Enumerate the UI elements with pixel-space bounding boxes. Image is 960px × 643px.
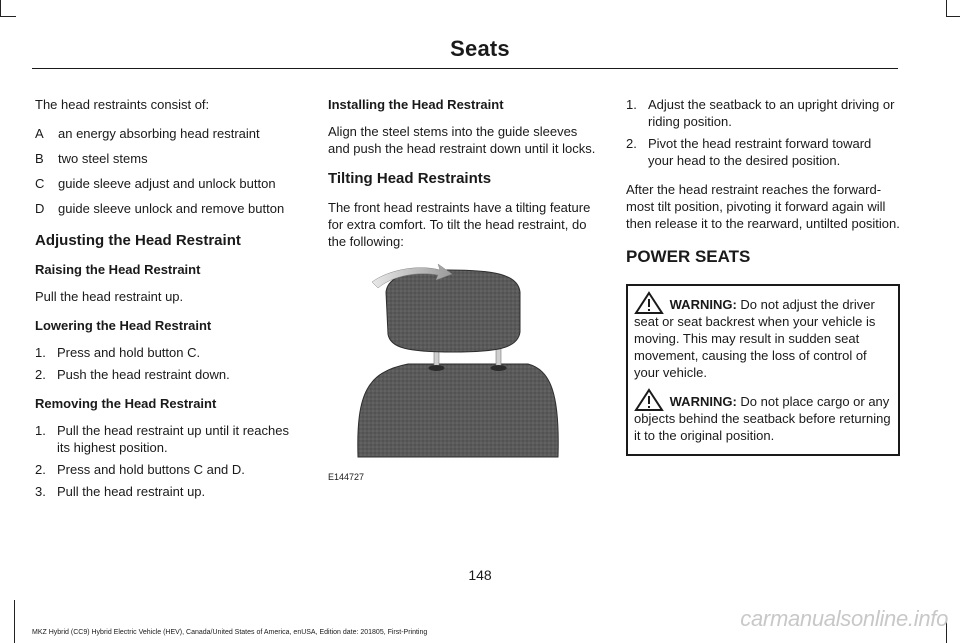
warning-text: Do not adjust the driver seat or seat backrest when your vehicle is moving. This may result in sudden seat movement, causing the loss of control of your vehicle. xyxy=(634,297,876,380)
list-item: 2. Pivot the head restraint forward toward your head to the desired position. xyxy=(626,136,872,168)
subheading-lowering: Lowering the Head Restraint xyxy=(35,318,212,333)
warning-label: WARNING: xyxy=(669,394,737,409)
removing-steps xyxy=(35,422,303,500)
list-item: 1. Pull the head restraint up until it reaches its highest position. xyxy=(35,423,289,455)
head-restraint-figure xyxy=(328,262,568,482)
tilt-steps xyxy=(626,96,900,169)
lowering-steps xyxy=(35,344,303,383)
warning-box xyxy=(626,284,900,456)
figure-id: E144727 xyxy=(328,472,365,482)
warning-triangle-icon xyxy=(634,388,664,412)
column-1 xyxy=(35,96,303,512)
section-heading-power-seats: POWER SEATS xyxy=(626,247,751,266)
raising-text: Pull the head restraint up. xyxy=(35,289,184,304)
crop-mark xyxy=(0,0,1,16)
parts-list xyxy=(35,125,303,217)
after-tilt-text: After the head restraint reaches the forward-most tilt position, pivoting it forward again will then release it to the rearward, untilted position. xyxy=(626,182,900,231)
crop-mark xyxy=(0,16,16,17)
crop-mark xyxy=(946,0,947,16)
tilting-text: The front head restraints have a tilting feature for extra comfort. To tilt the head restraint, do the following: xyxy=(328,200,591,249)
part-item: A an energy absorbing head restraint xyxy=(35,126,260,141)
column-2 xyxy=(328,96,600,482)
section-heading-adjusting: Adjusting the Head Restraint xyxy=(35,232,241,249)
part-item: D guide sleeve unlock and remove button xyxy=(35,201,285,216)
header-rule xyxy=(32,68,898,69)
subheading-removing: Removing the Head Restraint xyxy=(35,396,217,411)
warning-triangle-icon xyxy=(634,291,664,315)
crop-mark xyxy=(946,16,960,17)
warning-text: Do not place cargo or any objects behind the seatback before returning it to the original position. xyxy=(634,394,891,443)
page-header-title: Seats xyxy=(450,36,510,61)
edition-footer: MKZ Hybrid (CC9) Hybrid Electric Vehicle (HEV), Canada/United States of America, enUSA, Edition date: 201805, First-Printing xyxy=(32,629,428,636)
list-item: 1. Press and hold button C. xyxy=(35,345,201,360)
crop-mark xyxy=(14,600,15,643)
watermark: carmanualsonline.info xyxy=(740,606,948,631)
list-item: 1. Adjust the seatback to an upright driving or riding position. xyxy=(626,97,895,129)
page-number: 148 xyxy=(468,567,492,583)
head-restraint-illustration xyxy=(328,262,568,467)
installing-text: Align the steel stems into the guide sleeves and push the head restraint down until it locks. xyxy=(328,124,596,156)
subheading-raising: Raising the Head Restraint xyxy=(35,262,201,277)
subheading-installing: Installing the Head Restraint xyxy=(328,97,504,112)
parts-intro: The head restraints consist of: xyxy=(35,97,210,112)
section-heading-tilting: Tilting Head Restraints xyxy=(328,170,492,187)
column-3 xyxy=(626,96,900,456)
part-item: B two steel stems xyxy=(35,151,148,166)
warning-item xyxy=(634,393,894,444)
list-item: 3. Pull the head restraint up. xyxy=(35,484,206,499)
list-item: 2. Push the head restraint down. xyxy=(35,367,230,382)
warning-item xyxy=(634,296,894,381)
part-item: C guide sleeve adjust and unlock button xyxy=(35,176,276,191)
list-item: 2. Press and hold buttons C and D. xyxy=(35,462,245,477)
warning-label: WARNING: xyxy=(669,297,737,312)
